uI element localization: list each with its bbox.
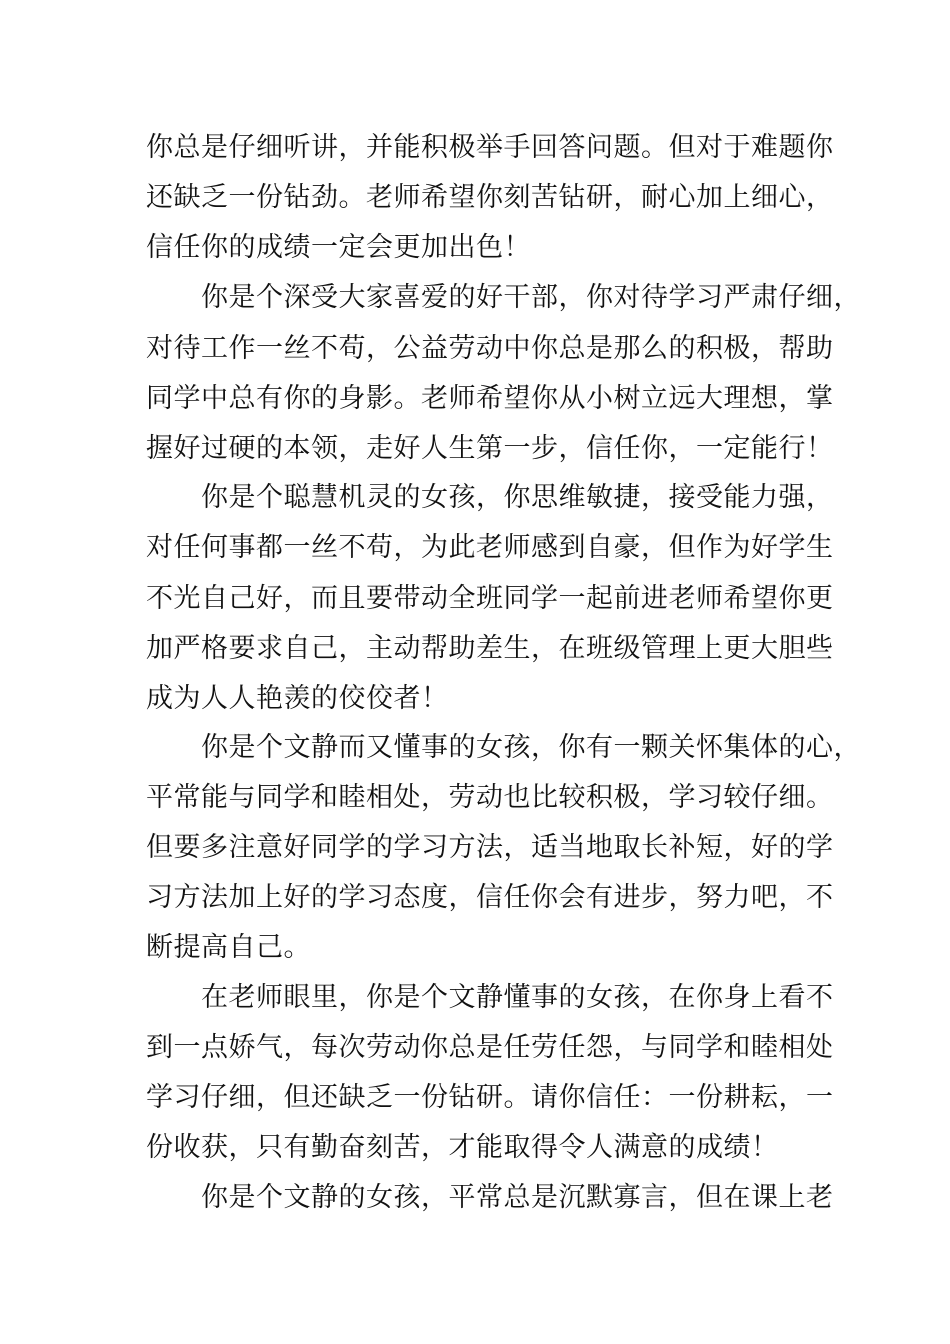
text-line-15: 但要多注意好同学的学习方法，适当地取长补短，好的学 [146, 832, 834, 863]
text-line-22: 你是个文静的女孩，平常总是沉默寡言，但在课上老 [201, 1182, 834, 1213]
text-line-7: 握好过硬的本领，走好人生第一步，信任你，一定能行！ [146, 433, 834, 464]
text-line-11: 加严格要求自己，主动帮助差生，在班级管理上更大胆些 [146, 633, 834, 664]
text-line-20: 学习仔细，但还缺乏一份钻研。请你信任：一份耕耘，一 [146, 1082, 834, 1113]
text-line-6: 同学中总有你的身影。老师希望你从小树立远大理想，掌 [146, 383, 834, 414]
text-line-5: 对待工作一丝不苟，公益劳动中你总是那么的积极，帮助 [146, 333, 834, 364]
text-line-14: 平常能与同学和睦相处，劳动也比较积极，学习较仔细。 [146, 782, 834, 813]
text-line-9: 对任何事都一丝不苟，为此老师感到自豪，但作为好学生 [146, 532, 834, 563]
text-line-12: 成为人人艳羡的佼佼者！ [146, 683, 449, 714]
text-line-21: 份收获，只有勤奋刻苦，才能取得令人满意的成绩！ [146, 1132, 779, 1163]
text-line-13: 你是个文静而又懂事的女孩，你有一颗关怀集体的心， [201, 732, 861, 763]
text-line-2: 还缺乏一份钻劲。老师希望你刻苦钻研，耐心加上细心， [146, 182, 834, 213]
text-line-18: 在老师眼里，你是个文静懂事的女孩，在你身上看不 [201, 982, 834, 1013]
text-line-4: 你是个深受大家喜爱的好干部，你对待学习严肃仔细， [201, 282, 861, 313]
text-line-10: 不光自己好，而且要带动全班同学一起前进老师希望你更 [146, 583, 834, 614]
text-line-3: 信任你的成绩一定会更加出色！ [146, 232, 531, 263]
text-line-19: 到一点娇气，每次劳动你总是任劳任怨，与同学和睦相处 [146, 1032, 834, 1063]
text-line-16: 习方法加上好的学习态度，信任你会有进步，努力吧，不 [146, 882, 834, 913]
text-line-17: 断提高自己。 [146, 932, 311, 963]
text-line-1: 你总是仔细听讲，并能积极举手回答问题。但对于难题你 [146, 132, 834, 163]
text-line-8: 你是个聪慧机灵的女孩，你思维敏捷，接受能力强， [201, 482, 834, 513]
